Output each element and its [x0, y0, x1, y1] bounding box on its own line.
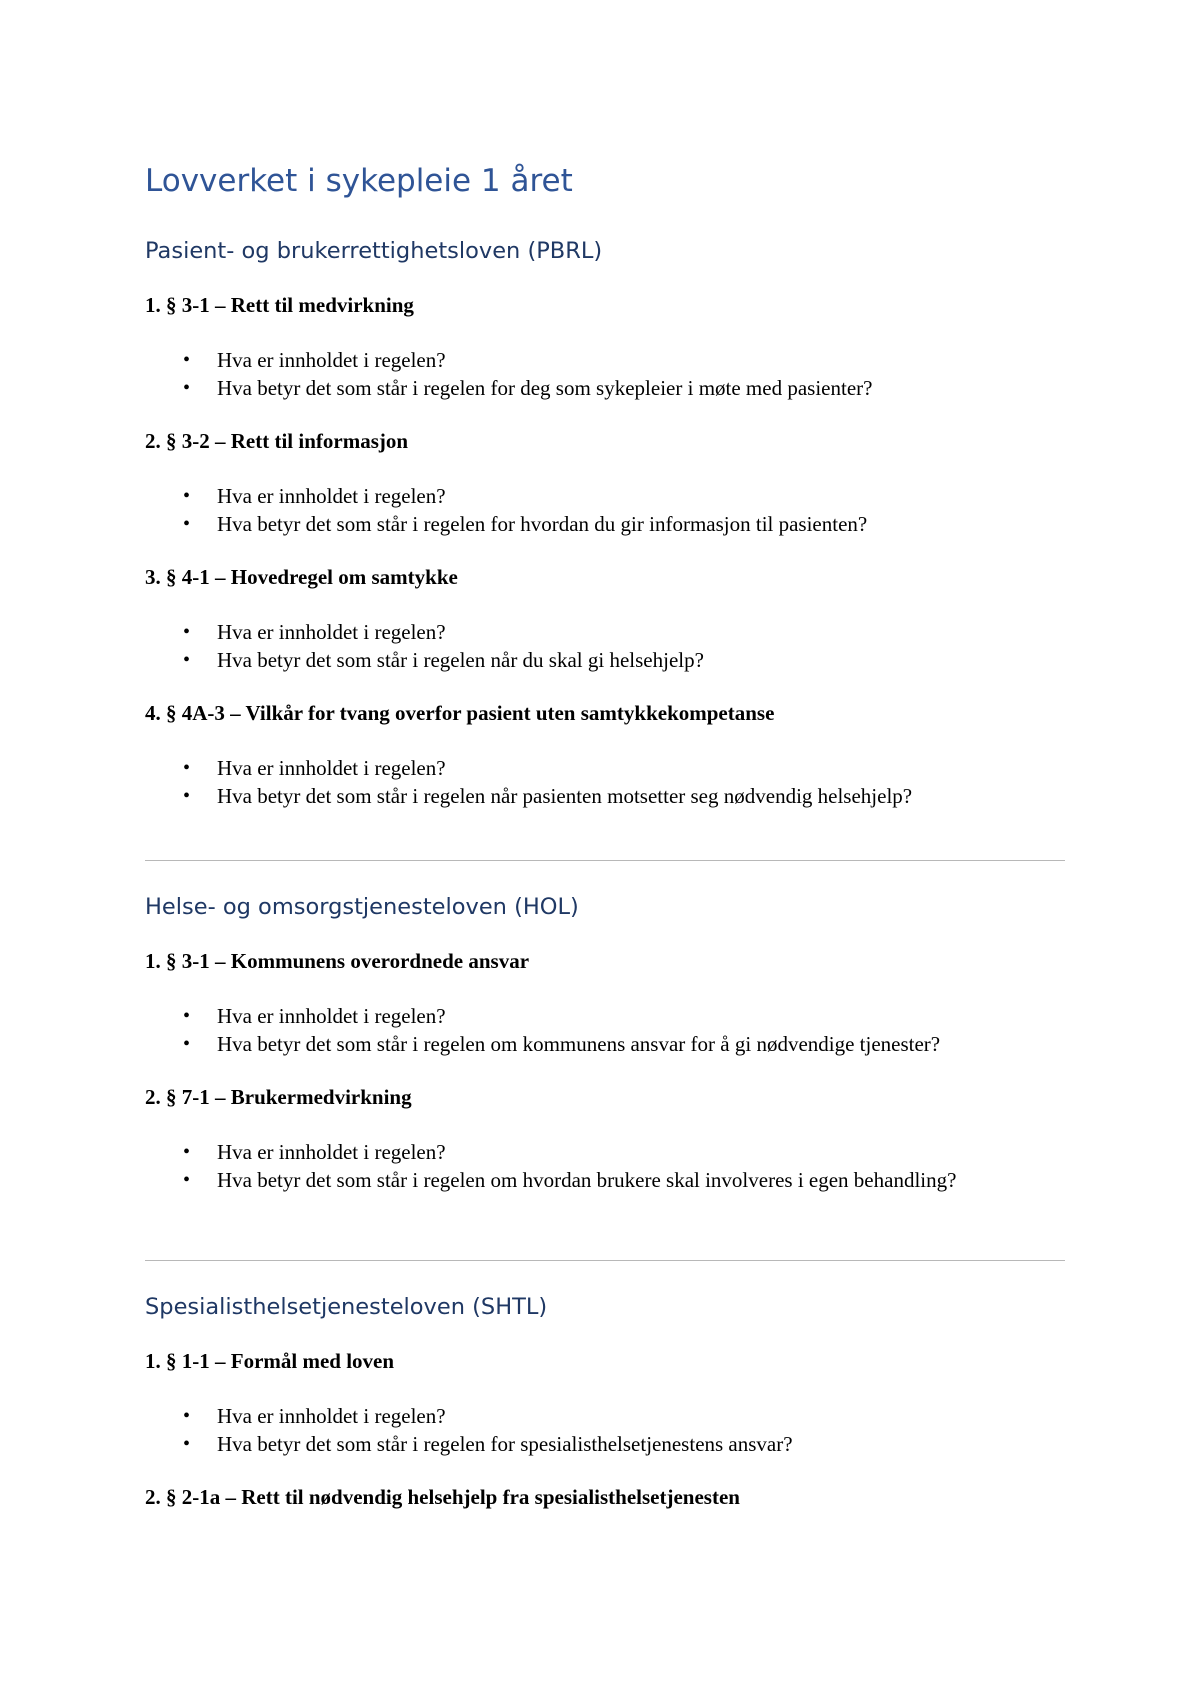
section-pbrl: [145, 235, 1065, 810]
question-text: Hva betyr det som står i regelen når du skal gi helsehjelp?: [217, 648, 704, 672]
list-item: [145, 1166, 957, 1194]
question-text: Hva betyr det som står i regelen for spesialisthelsetjenestens ansvar?: [217, 1432, 793, 1456]
law-item: [145, 1347, 1065, 1458]
law-item: [145, 563, 1065, 674]
horizontal-rule: [145, 860, 1065, 861]
question-text: Hva er innholdet i regelen?: [217, 348, 446, 372]
list-item: [145, 754, 957, 782]
question-text: Hva er innholdet i regelen?: [217, 620, 446, 644]
question-list: [145, 754, 1065, 810]
list-item: [145, 1138, 957, 1166]
list-item: [145, 646, 957, 674]
section-shtl: [145, 1291, 1065, 1511]
section-heading: Spesialisthelsetjenesteloven (SHTL): [145, 1294, 548, 1320]
question-text: Hva er innholdet i regelen?: [217, 1004, 446, 1028]
law-heading: 2. § 2-1a – Rett til nødvendig helsehjelp fra spesialisthelsetjenesten: [145, 1485, 740, 1509]
list-item: [145, 1002, 957, 1030]
law-heading: 1. § 3-1 – Kommunens overordnede ansvar: [145, 949, 530, 973]
law-item: [145, 1083, 1065, 1194]
question-text: Hva er innholdet i regelen?: [217, 1140, 446, 1164]
law-heading: 4. § 4A-3 – Vilkår for tvang overfor pasient uten samtykkekompetanse: [145, 701, 775, 725]
list-item: [145, 1402, 957, 1430]
question-list: [145, 1138, 1065, 1194]
section-heading: Helse- og omsorgstjenesteloven (HOL): [145, 894, 579, 920]
question-list: [145, 346, 1065, 402]
question-list: [145, 618, 1065, 674]
law-item: [145, 427, 1065, 538]
document-title: Lovverket i sykepleie 1 året: [145, 163, 573, 199]
law-item: [145, 947, 1065, 1058]
law-item: [145, 291, 1065, 402]
list-item: [145, 482, 957, 510]
bullet-icon: •: [183, 1005, 191, 1027]
question-list: [145, 482, 1065, 538]
law-heading: 1. § 3-1 – Rett til medvirkning: [145, 293, 414, 317]
bullet-icon: •: [183, 785, 191, 807]
bullet-icon: •: [183, 1033, 191, 1055]
bullet-icon: •: [183, 621, 191, 643]
question-text: Hva er innholdet i regelen?: [217, 1404, 446, 1428]
law-heading: 2. § 7-1 – Brukermedvirkning: [145, 1085, 412, 1109]
question-text: Hva betyr det som står i regelen om kommunens ansvar for å gi nødvendige tjenester?: [217, 1032, 941, 1056]
law-heading: 3. § 4-1 – Hovedregel om samtykke: [145, 565, 458, 589]
bullet-icon: •: [183, 1169, 191, 1191]
question-text: Hva er innholdet i regelen?: [217, 756, 446, 780]
bullet-icon: •: [183, 1433, 191, 1455]
list-item: [145, 374, 957, 402]
bullet-icon: •: [183, 349, 191, 371]
question-text: Hva betyr det som står i regelen for deg som sykepleier i møte med pasienter?: [217, 376, 873, 400]
bullet-icon: •: [183, 1405, 191, 1427]
law-heading: 1. § 1-1 – Formål med loven: [145, 1349, 395, 1373]
bullet-icon: •: [183, 377, 191, 399]
question-list: [145, 1002, 1065, 1058]
section-heading: Pasient- og brukerrettighetsloven (PBRL): [145, 238, 603, 264]
list-item: [145, 1430, 957, 1458]
horizontal-rule: [145, 1260, 1065, 1261]
list-item: [145, 510, 957, 538]
list-item: [145, 618, 957, 646]
list-item: [145, 1030, 957, 1058]
law-heading: 2. § 3-2 – Rett til informasjon: [145, 429, 409, 453]
bullet-icon: •: [183, 485, 191, 507]
question-text: Hva er innholdet i regelen?: [217, 484, 446, 508]
question-text: Hva betyr det som står i regelen om hvordan brukere skal involveres i egen behandling?: [217, 1168, 957, 1192]
law-item: [145, 1483, 1065, 1511]
list-item: [145, 782, 957, 810]
section-hol: [145, 891, 1065, 1194]
bullet-icon: •: [183, 757, 191, 779]
bullet-icon: •: [183, 1141, 191, 1163]
bullet-icon: •: [183, 649, 191, 671]
bullet-icon: •: [183, 513, 191, 535]
law-item: [145, 699, 1065, 810]
list-item: [145, 346, 957, 374]
question-list: [145, 1402, 1065, 1458]
question-text: Hva betyr det som står i regelen for hvordan du gir informasjon til pasienten?: [217, 512, 868, 536]
question-text: Hva betyr det som står i regelen når pasienten motsetter seg nødvendig helsehjelp?: [217, 784, 913, 808]
